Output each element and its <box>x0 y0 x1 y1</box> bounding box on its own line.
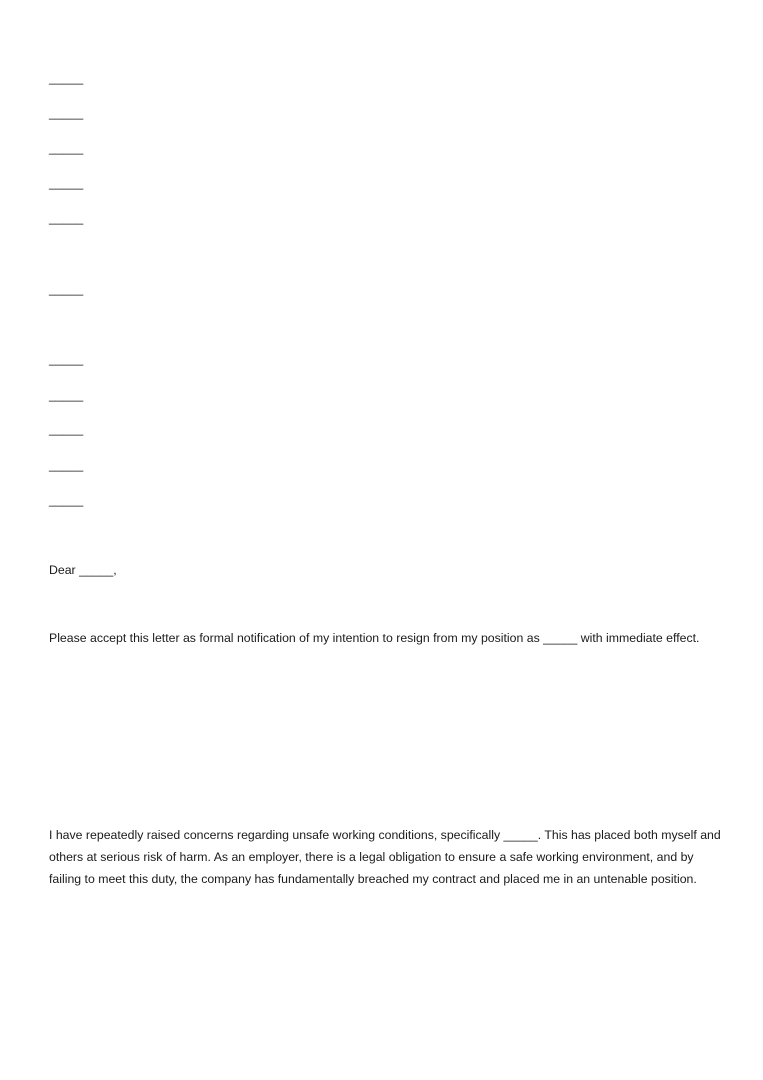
paragraph-unsafe-conditions: I have repeatedly raised concerns regarding unsafe working conditions, specifically _____. This has placed both myself and others at serious risk of harm. As an employer, there is a legal obligation to ensure a safe working environment, and by failing to meet this duty, the company has fundamentally breached my contract and placed me in an untenable position. <box>49 828 721 886</box>
paragraph-resignation-notice: Please accept this letter as formal notification of my intention to resign from my position as _____ with immediate effect. <box>49 631 700 645</box>
recipient-blank-4: _____ <box>49 458 84 472</box>
recipient-blank-2: _____ <box>49 388 84 402</box>
date-blank: _____ <box>49 282 84 296</box>
recipient-blank-1: _____ <box>49 352 84 366</box>
address-blank-5: _____ <box>49 211 84 225</box>
recipient-blank-5: _____ <box>49 493 84 507</box>
recipient-blank-3: _____ <box>49 422 84 436</box>
address-blank-2: _____ <box>49 106 84 120</box>
salutation: Dear _____, <box>49 563 117 577</box>
address-blank-4: _____ <box>49 176 84 190</box>
address-blank-3: _____ <box>49 141 84 155</box>
address-blank-1: _____ <box>49 71 84 85</box>
